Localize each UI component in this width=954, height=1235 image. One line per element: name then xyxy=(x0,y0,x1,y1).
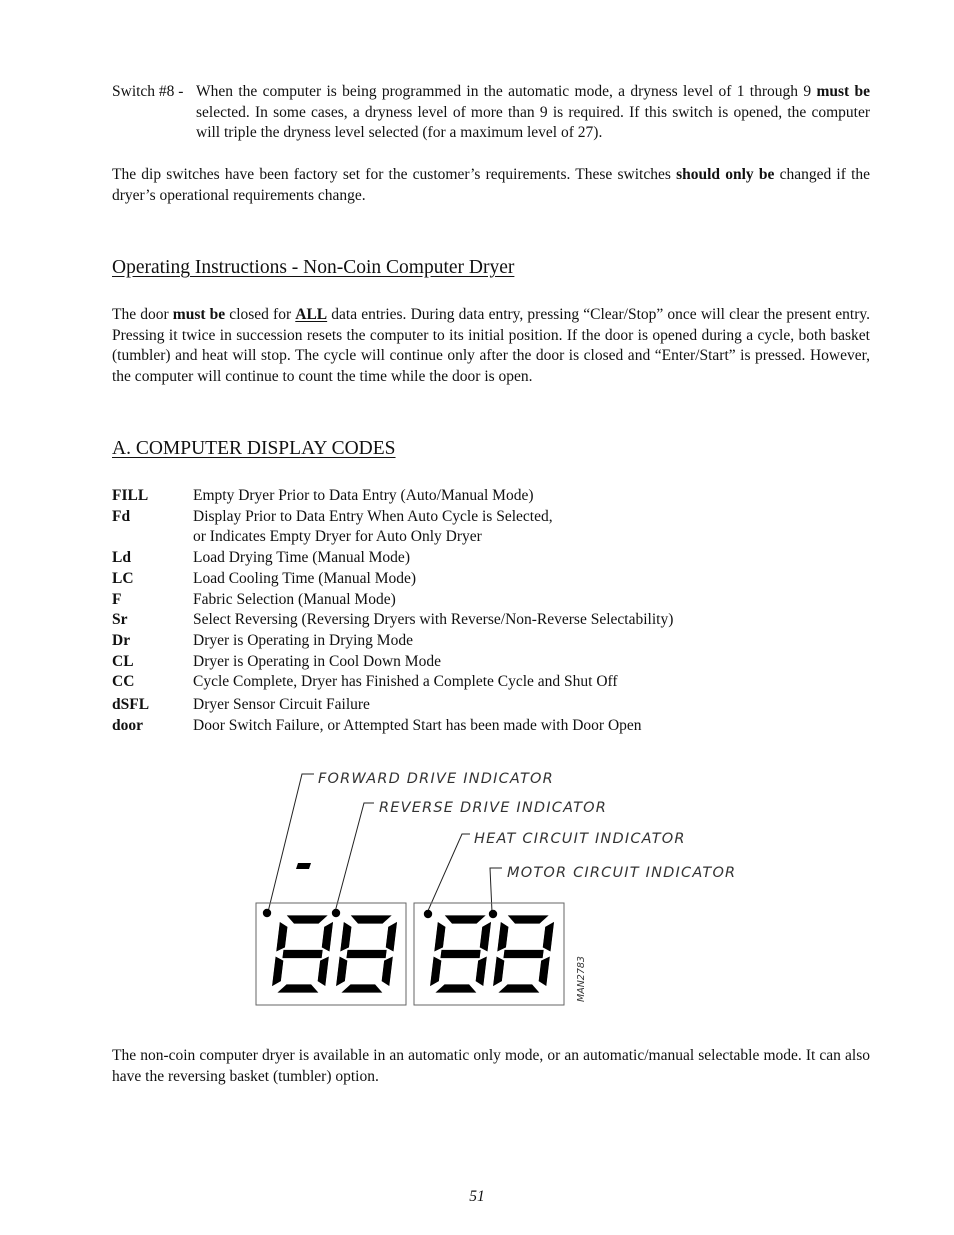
code-label: Ld xyxy=(112,549,131,567)
section-title: Operating Instructions - Non-Coin Computer Dryer xyxy=(112,257,515,278)
code-label: Dr xyxy=(112,631,131,649)
reverse-leader-line xyxy=(335,803,374,912)
seven-segment-digit xyxy=(431,916,491,992)
seven-segment-digit xyxy=(494,916,554,992)
code-label: FILL xyxy=(112,487,149,504)
code-label: dSFL xyxy=(112,696,150,714)
code-description: Select Reversing (Reversing Dryers with Reverse/Non-Reverse Selectability) xyxy=(193,611,674,629)
text-run: When the computer is being programmed in the automatic mode, a dryness level of 1 through 9 xyxy=(196,83,817,100)
code-description: Door Switch Failure, or Attempted Start has been made with Door Open xyxy=(193,716,642,734)
code-description: Load Cooling Time (Manual Mode) xyxy=(193,569,417,587)
text-run: must be xyxy=(816,83,870,100)
reverse-drive-label: REVERSE DRIVE INDICATOR xyxy=(379,800,608,816)
closing-paragraph: The non-coin computer dryer is available in an automatic only mode, or an automatic/manual selectable mode. It can also have the reversing basket (tumbler) option. xyxy=(112,1047,870,1085)
text-run: selected. In some cases, a dryness level of more than 9 is required. If this switch is opened, the computer will triple the dryness level selected (for a maximum level of 27). xyxy=(196,103,870,141)
code-label: CL xyxy=(112,652,134,670)
page-number: 51 xyxy=(469,1188,485,1205)
segment-g xyxy=(504,951,543,958)
code-description: Display Prior to Data Entry When Auto Cycle is Selected, xyxy=(193,507,553,525)
codes-title: A. COMPUTER DISPLAY CODES xyxy=(112,438,396,459)
forward-drive-label: FORWARD DRIVE INDICATOR xyxy=(318,771,554,787)
text-run: must be xyxy=(172,306,226,323)
heat-leader-line xyxy=(427,834,470,913)
code-label: Sr xyxy=(112,611,128,629)
motor-leader-line xyxy=(490,868,502,912)
code-label: F xyxy=(112,590,122,608)
code-description: Cycle Complete, Dryer has Finished a Complete Cycle and Shut Off xyxy=(193,673,618,691)
code-description: or Indicates Empty Dryer for Auto Only Dryer xyxy=(193,528,482,546)
code-label: CC xyxy=(112,673,135,691)
code-label: Fd xyxy=(112,507,131,525)
code-description: Dryer is Operating in Drying Mode xyxy=(193,631,413,649)
code-description: Fabric Selection (Manual Mode) xyxy=(193,590,396,608)
code-description: Dryer is Operating in Cool Down Mode xyxy=(193,652,441,670)
segment-g xyxy=(441,951,480,958)
motor-circuit-label: MOTOR CIRCUIT INDICATOR xyxy=(507,865,737,881)
text-run: should only be xyxy=(676,166,775,183)
segment-g xyxy=(283,951,322,958)
heat-circuit-label: HEAT CIRCUIT INDICATOR xyxy=(474,831,686,847)
heat-circuit-dot xyxy=(424,910,432,918)
text-run: The door xyxy=(112,306,173,323)
text-run: The dip switches have been factory set for the customer’s requirements. These switches xyxy=(112,166,677,183)
forward-drive-dot xyxy=(263,909,271,917)
text-run: ALL xyxy=(295,306,328,323)
seven-segment-digit xyxy=(273,916,333,992)
text-run: data entries. During data entry, pressing “Clear/Stop” once will clear the present entry. Pressing it twice in succession resets the computer to its initial position. If the door is opened during a cycle, both basket (tumbler) and heat will stop. The cycle will continue only after the door is closed and “Enter/Start” is pressed. However, the computer will continue to count the time while the door is open. xyxy=(112,306,871,385)
reverse-drive-dot xyxy=(332,909,340,917)
code-description: Dryer Sensor Circuit Failure xyxy=(193,696,370,714)
switch-8-label: Switch #8 - xyxy=(112,83,184,100)
segment-g xyxy=(347,951,386,958)
code-label: door xyxy=(112,716,143,734)
code-description: Empty Dryer Prior to Data Entry (Auto/Manual Mode) xyxy=(193,487,534,504)
figure-id: MAN2783 xyxy=(576,956,587,1002)
text-run: closed for xyxy=(225,306,296,323)
forward-leader-line xyxy=(268,774,314,912)
motor-circuit-dot xyxy=(489,910,497,918)
code-label: LC xyxy=(112,569,134,587)
code-description: Load Drying Time (Manual Mode) xyxy=(193,549,410,567)
seven-segment-digit xyxy=(337,916,397,992)
text-run: changed if the dryer’s operational requirements change. xyxy=(112,166,871,204)
